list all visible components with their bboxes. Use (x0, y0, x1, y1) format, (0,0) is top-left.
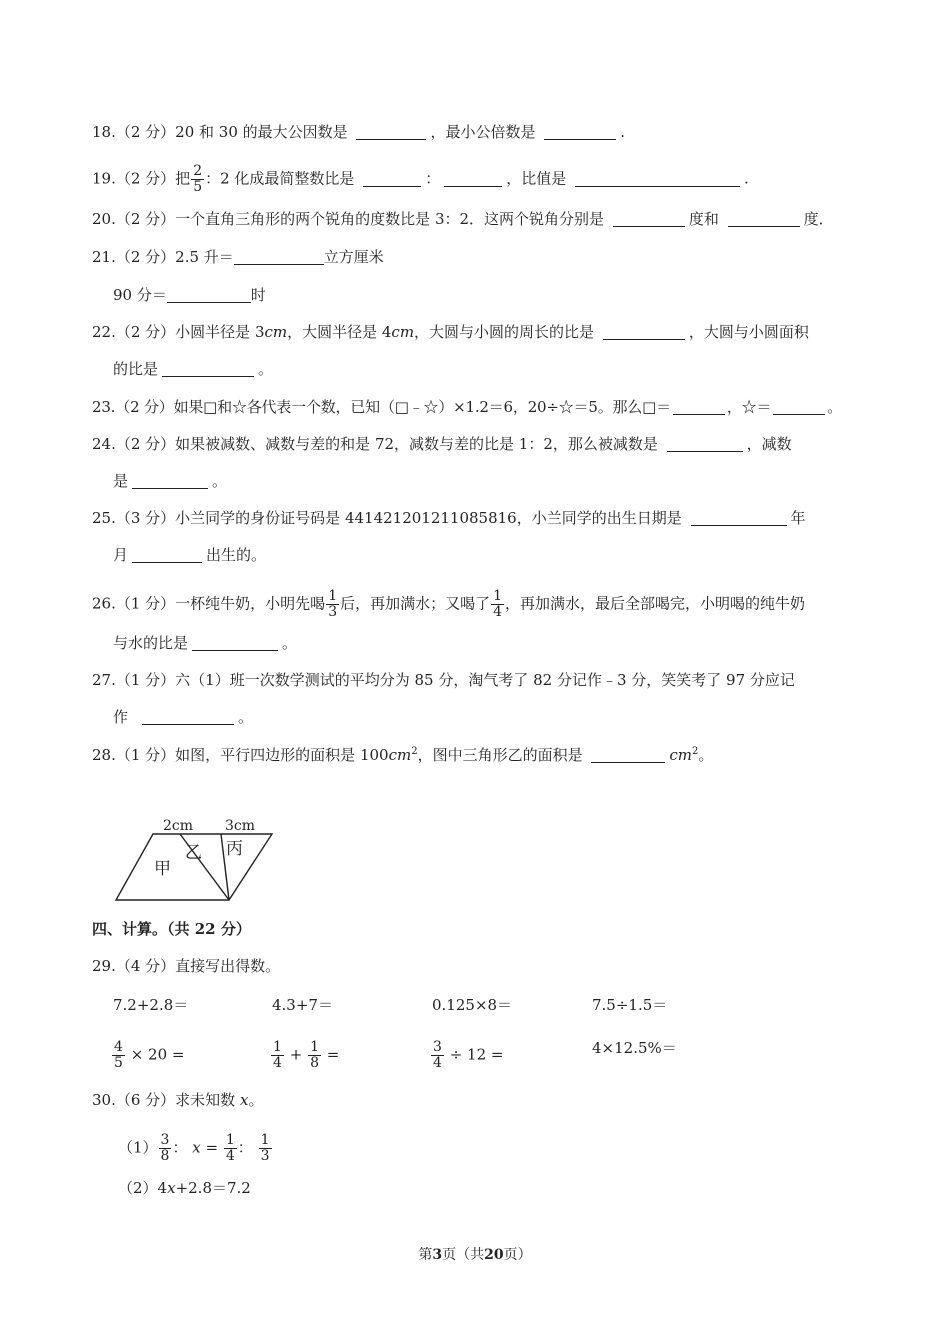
answer-blank[interactable] (613, 210, 685, 227)
answer-blank[interactable] (444, 170, 502, 187)
equation-2: （2）4x+2.8＝7.2 (118, 1179, 251, 1197)
calc-item: 4×12.5%＝ (592, 1039, 677, 1057)
answer-blank[interactable] (132, 472, 208, 489)
question-27-line2: 作 。 (113, 708, 254, 726)
calc-item: 4.3+7＝ (272, 996, 333, 1014)
answer-blank[interactable] (142, 708, 234, 725)
answer-blank[interactable] (192, 634, 278, 651)
calc-item: 7.2+2.8＝ (113, 996, 189, 1014)
label-2cm: 2cm (163, 818, 194, 834)
answer-blank[interactable] (773, 398, 825, 415)
calc-item: 7.5÷1.5＝ (592, 996, 668, 1014)
answer-blank[interactable] (673, 398, 725, 415)
calc-item: $\frac{1}{4}$ + $\frac{1}{8}$ = (273, 1039, 340, 1071)
label-jia: 甲 (154, 859, 171, 879)
question-19: 19.（2 分）把 $\frac{2}{5}$ ：2 化成最简整数比是 ： ，比值是 . (92, 163, 749, 195)
fraction: $\frac{1}{3}$ (328, 588, 338, 620)
equation-1: （1） $\frac{3}{8}$ ： x = $\frac{1}{4}$ ： $\frac{1}{3}$ (118, 1132, 270, 1164)
answer-blank[interactable] (132, 546, 202, 563)
label-yi: 乙 (185, 843, 202, 863)
answer-blank[interactable] (691, 509, 787, 526)
answer-blank[interactable] (591, 746, 665, 763)
question-30: 30.（6 分）求未知数 x。 (92, 1091, 264, 1109)
question-22: 22.（2 分）小圆半径是 3cm，大圆半径是 4cm，大圆与小圆的周长的比是 ，大圆与小圆面积 (92, 323, 809, 341)
question-25-line2: 月 出生的。 (113, 546, 267, 564)
answer-blank[interactable] (544, 123, 616, 140)
label-bing: 丙 (226, 839, 243, 859)
question-25: 25.（3 分）小兰同学的身份证号码是 441421201211085816，小兰同学的出生日期是 年 (92, 509, 806, 527)
answer-blank[interactable] (603, 323, 685, 340)
question-29: 29.（4 分）直接写出得数。 (92, 957, 281, 975)
page-footer: 第3页（共20页） (418, 1247, 532, 1263)
calc-item: $\frac{3}{4}$ ÷ 12 = (433, 1039, 504, 1071)
question-23: 23.（2 分）如果□和☆各代表一个数，已知（□﹣☆）×1.2＝6，20÷☆＝5。那么□＝ ，☆＝ 。 (92, 398, 843, 416)
calc-item: $\frac{4}{5}$ × 20 = (114, 1039, 185, 1071)
answer-blank[interactable] (575, 170, 740, 187)
section-heading: 四、计算。（共 22 分） (92, 920, 251, 938)
question-20: 20.（2 分）一个直角三角形的两个锐角的度数比是 3：2．这两个锐角分别是 度和 度． (92, 210, 834, 228)
question-26: 26.（1 分）一杯纯牛奶，小明先喝 $\frac{1}{3}$ 后，再加满水；又喝了 $\frac{1}{4}$ ，再加满水，最后全部喝完，小明喝的纯牛奶 (92, 588, 806, 620)
question-26-line2: 与水的比是 。 (113, 634, 298, 652)
answer-blank[interactable] (356, 123, 426, 140)
answer-blank[interactable] (162, 360, 254, 377)
answer-blank[interactable] (167, 286, 251, 303)
fraction: $\frac{2}{5}$ (193, 163, 203, 195)
answer-blank[interactable] (234, 248, 324, 265)
question-21: 21.（2 分）2.5 升＝ 立方厘米 (92, 248, 384, 266)
parallelogram-figure (110, 812, 280, 904)
question-24-line2: 是 。 (113, 472, 228, 490)
question-28: 28.（1 分）如图，平行四边形的面积是 $100cm^2$，图中三角形乙的面积是 $cm^2$。 (92, 746, 714, 764)
question-27: 27.（1 分）六（1）班一次数学测试的平均分为 85 分，淘气考了 82 分记作﹣3 分，笑笑考了 97 分应记 (92, 671, 795, 689)
fraction: $\frac{1}{4}$ (493, 588, 503, 620)
calc-item: 0.125×8＝ (432, 996, 513, 1014)
answer-blank[interactable] (667, 435, 743, 452)
answer-blank[interactable] (363, 170, 421, 187)
question-24: 24.（2 分）如果被减数、减数与差的和是 72，减数与差的比是 1：2，那么被减数是 ，减数 (92, 435, 792, 453)
answer-blank[interactable] (728, 210, 800, 227)
question-21-line2: 90 分＝ 时 (113, 286, 266, 304)
label-3cm: 3cm (225, 818, 256, 834)
question-22-line2: 的比是 。 (113, 360, 274, 378)
question-18: 18.（2 分）20 和 30 的最大公因数是 ，最小公倍数是 . (92, 123, 626, 141)
